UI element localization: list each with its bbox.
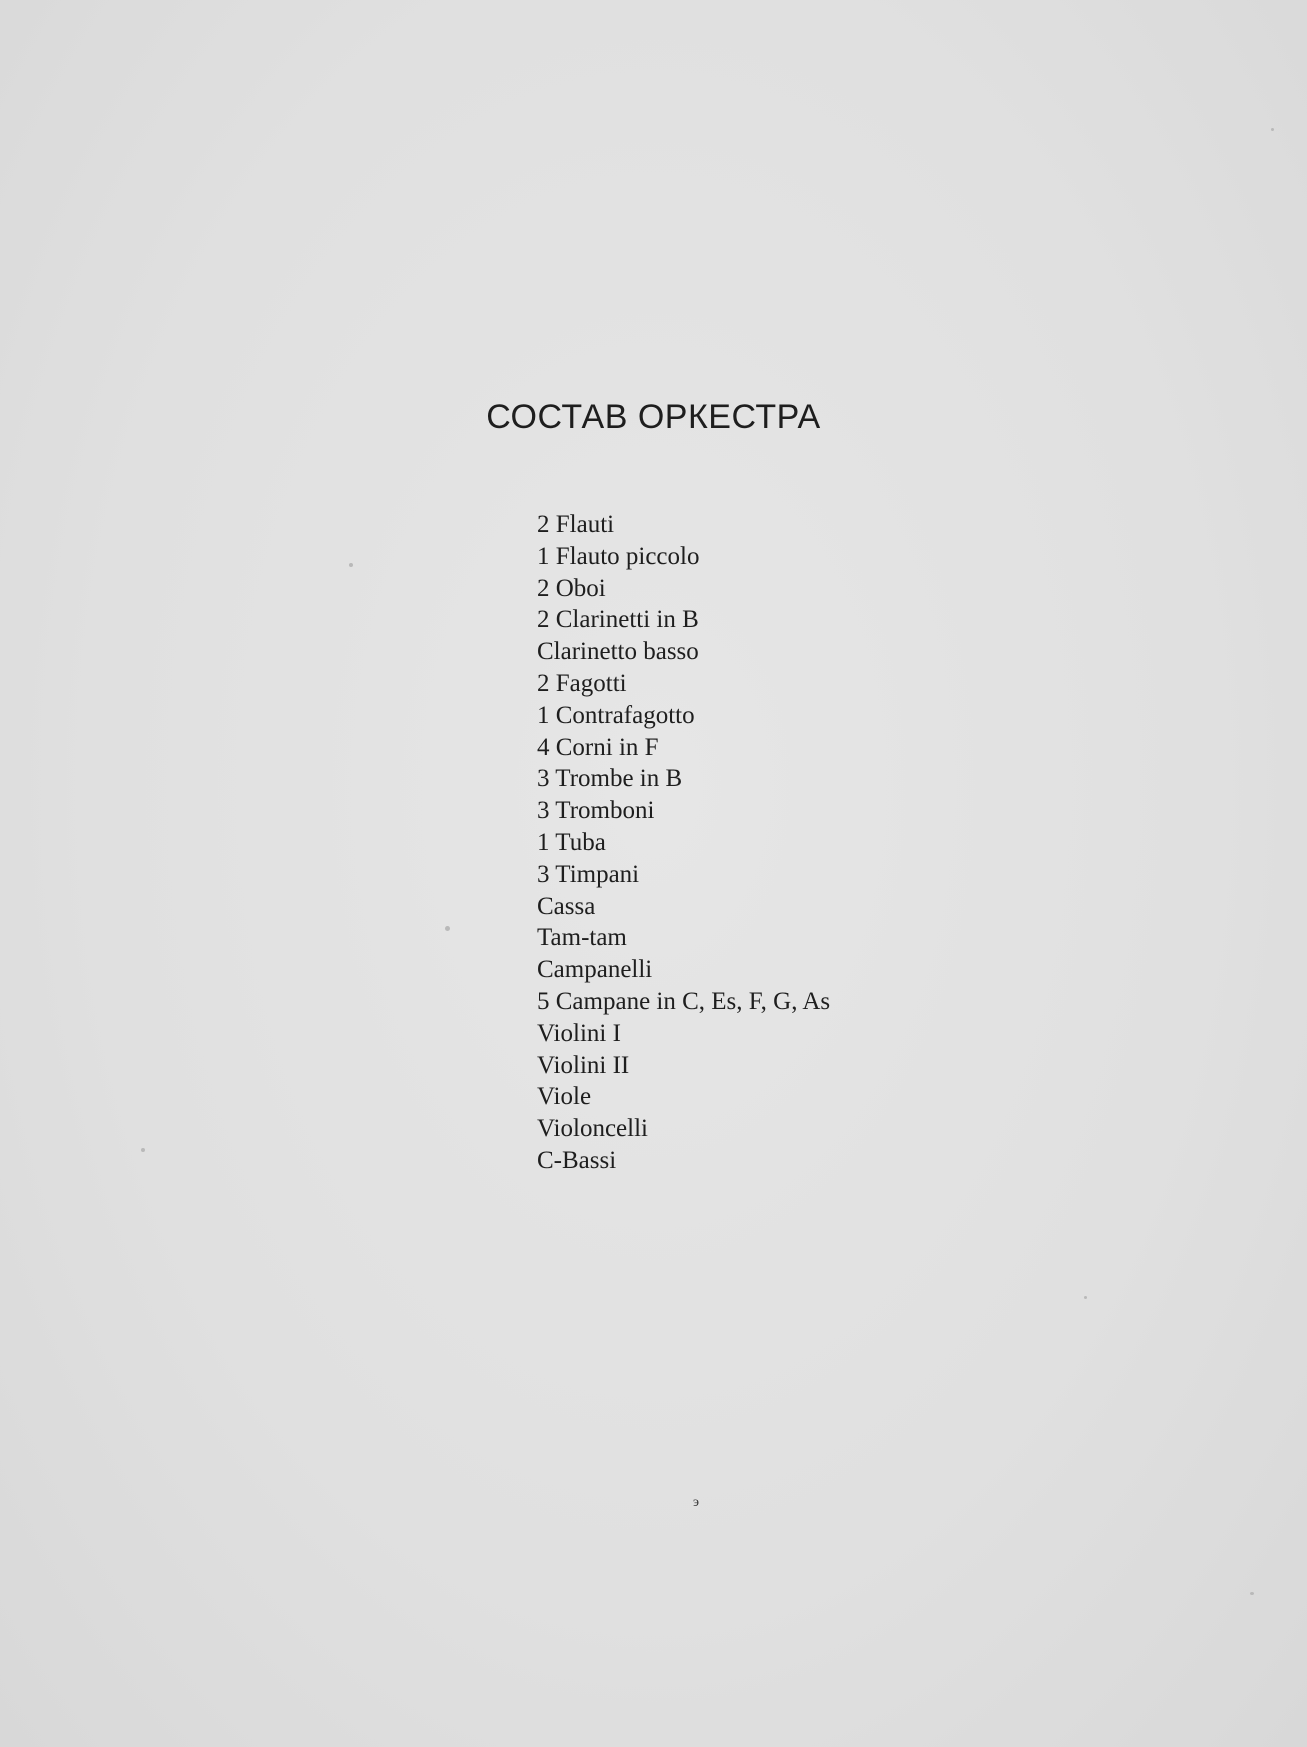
list-item: Tam-tam xyxy=(537,924,627,952)
list-item: C-Bassi xyxy=(537,1146,617,1174)
list-item: 2 Oboi xyxy=(537,574,606,602)
paper-speck xyxy=(445,926,450,931)
list-item: 3 Tromboni xyxy=(537,797,655,825)
list-item: 1 Flauto piccolo xyxy=(537,542,700,570)
list-item: Violoncelli xyxy=(537,1115,648,1143)
paper-speck xyxy=(1271,128,1274,131)
list-item: 2 Flauti xyxy=(537,511,615,538)
list-item: Violini II xyxy=(537,1051,630,1079)
list-item: 2 Fagotti xyxy=(537,669,627,697)
list-item: 4 Corni in F xyxy=(537,733,659,761)
list-item: 3 Trombe in B xyxy=(537,765,683,793)
list-item: Campanelli xyxy=(537,956,653,984)
instrument-list xyxy=(537,509,830,1177)
list-item: Violini I xyxy=(537,1019,621,1047)
list-item: 2 Clarinetti in B xyxy=(537,606,699,634)
paper-speck xyxy=(1084,1296,1087,1299)
list-item: 3 Timpani xyxy=(537,860,640,888)
list-item: 1 Contrafagotto xyxy=(537,701,695,729)
list-item: 1 Tuba xyxy=(537,828,606,856)
page-mark: э xyxy=(693,1495,700,1510)
list-item: 5 Campane in C, Es, F, G, As xyxy=(537,987,831,1015)
paper-speck xyxy=(349,563,353,567)
paper-speck xyxy=(141,1148,145,1152)
list-item: Cassa xyxy=(537,892,596,920)
paper-speck xyxy=(1250,1592,1254,1595)
page-title: СОСТАВ ОРКЕСТРА xyxy=(486,398,821,436)
list-item: Clarinetto basso xyxy=(537,638,699,666)
list-item: Viole xyxy=(537,1083,592,1111)
